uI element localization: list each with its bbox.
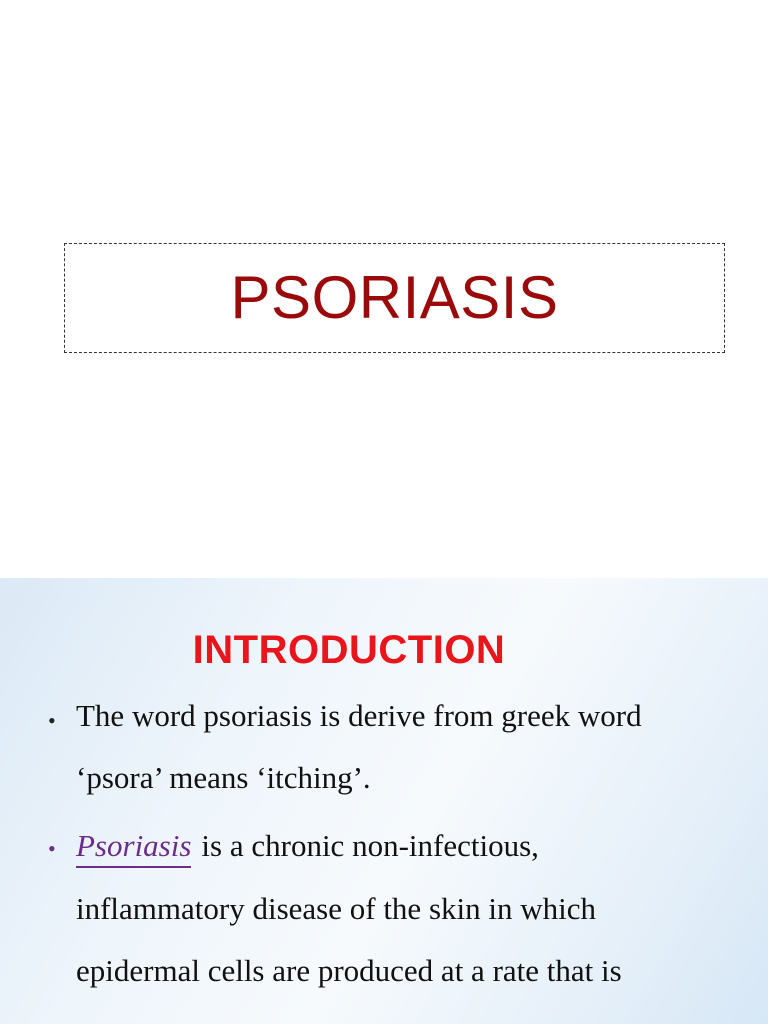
bullet2-line2: inflammatory disease of the skin in which xyxy=(76,891,596,926)
bullet-icon: • xyxy=(48,836,56,861)
term-psoriasis: Psoriasis xyxy=(76,828,191,868)
page-title: PSORIASIS xyxy=(230,263,559,331)
bullet1-line2: ‘psora’ means ‘itching’. xyxy=(76,760,371,795)
bullet2-line3: epidermal cells are produced at a rate that is xyxy=(76,953,622,988)
section-heading-text: INTRODUCTION xyxy=(192,628,506,672)
bullet2-line1 xyxy=(76,828,539,868)
bullet2-line1-rest: is a chronic non-infectious, xyxy=(201,828,539,863)
bullet-icon: • xyxy=(48,708,56,733)
slide-introduction xyxy=(0,578,768,1024)
title-box xyxy=(64,243,725,353)
bullet1-line1: The word psoriasis is derive from greek word xyxy=(76,698,642,733)
section-heading xyxy=(0,628,768,673)
